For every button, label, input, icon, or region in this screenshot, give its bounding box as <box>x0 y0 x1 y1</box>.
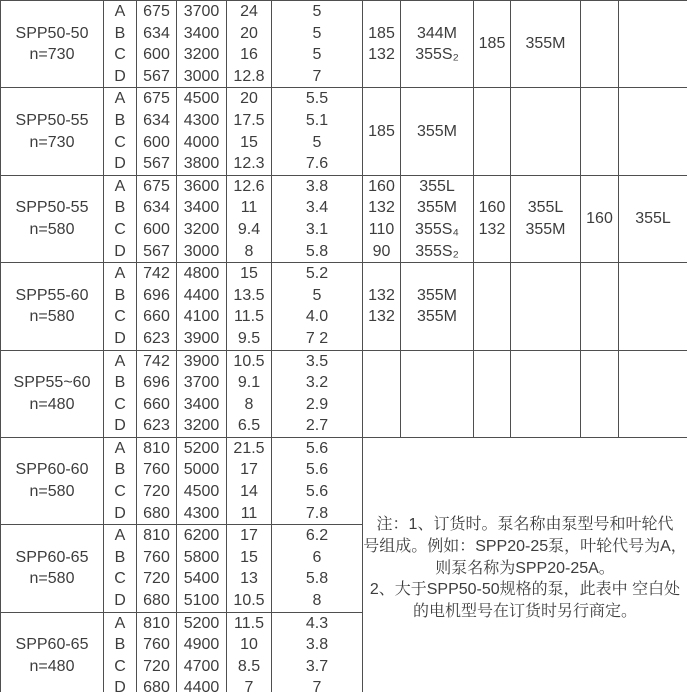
impeller-letter-cell <box>104 263 137 350</box>
data-cell-line: 3700 <box>183 374 220 392</box>
impeller-letter-cell-line: A <box>114 177 126 195</box>
data-cell-line: 12.8 <box>233 67 265 85</box>
pump-model-cell-line: SPP55~60 <box>13 374 91 392</box>
table-block-row <box>1 437 687 524</box>
data-cell-line: 15 <box>240 133 258 151</box>
impeller-letter-cell-line: B <box>114 286 126 304</box>
impeller-letter-cell-line: C <box>114 220 126 238</box>
pump-model-cell-line: n=580 <box>29 308 75 326</box>
pump-model-cell <box>1 263 104 350</box>
pump-model-cell <box>1 437 104 524</box>
pump-model-cell-line: n=480 <box>29 657 75 675</box>
data-cell-line: 600 <box>143 46 170 64</box>
motor-data-cell-line: 185 <box>368 122 395 140</box>
impeller-letter-cell-line: A <box>114 614 126 632</box>
data-cell-line: 2.7 <box>305 417 329 435</box>
data-cell-line: 7 2 <box>305 329 329 347</box>
data-cell-line: 720 <box>143 570 170 588</box>
data-cell-line: 3400 <box>183 24 220 42</box>
motor-data-cell <box>619 1 687 88</box>
motor-data-cell-line: 355L <box>419 177 455 195</box>
motor-data-cell <box>474 350 511 437</box>
table-block-row <box>1 175 687 262</box>
data-cell-line: 4400 <box>183 286 220 304</box>
pump-model-cell-line: SPP50-50 <box>15 24 89 42</box>
data-cell-line: 4100 <box>183 308 220 326</box>
data-cell-line: 3.5 <box>305 352 329 370</box>
data-cell-line: 21.5 <box>233 439 265 457</box>
data-cell-line: 9.1 <box>237 374 261 392</box>
motor-data-cell <box>474 1 511 88</box>
data-cell <box>177 525 227 612</box>
data-cell <box>227 525 272 612</box>
data-cell-line: 7 <box>312 67 322 85</box>
data-cell-line: 7.6 <box>305 155 329 173</box>
data-cell-line: 5800 <box>183 548 220 566</box>
data-cell <box>137 612 177 692</box>
impeller-letter-cell-line: B <box>114 24 126 42</box>
impeller-letter-cell <box>104 1 137 88</box>
data-cell-line: 3000 <box>183 242 220 260</box>
motor-data-cell-line: 160 <box>368 177 395 195</box>
data-cell-line: 5 <box>312 286 322 304</box>
pump-model-cell <box>1 350 104 437</box>
data-cell-line: 5 <box>312 46 322 64</box>
pump-model-cell <box>1 88 104 175</box>
note-cell-line: 2、大于SPP50-50规格的泵，此表中 空白处 <box>369 581 681 599</box>
data-cell <box>177 263 227 350</box>
motor-data-cell <box>401 1 474 88</box>
data-cell-line: 5.8 <box>305 242 329 260</box>
data-cell-line: 600 <box>143 133 170 151</box>
data-cell <box>137 1 177 88</box>
motor-data-cell-line: 160 <box>478 199 506 217</box>
pump-model-cell <box>1 1 104 88</box>
motor-data-cell <box>363 263 401 350</box>
data-cell-line: 5400 <box>183 570 220 588</box>
data-cell-line: 5.8 <box>305 570 329 588</box>
data-cell-line: 9.4 <box>237 220 261 238</box>
data-cell-line: 10.5 <box>233 592 265 610</box>
data-cell <box>137 525 177 612</box>
data-cell-line: 4300 <box>183 111 220 129</box>
data-cell-line: 567 <box>143 67 170 85</box>
motor-data-cell-line: 132 <box>478 220 506 238</box>
data-cell-line: 4300 <box>183 504 220 522</box>
data-cell-line: 11.5 <box>234 308 264 326</box>
data-cell-line: 16 <box>240 46 258 64</box>
data-cell-line: 6.2 <box>305 527 329 545</box>
data-cell-line: 680 <box>143 679 170 692</box>
data-cell-line: 12.3 <box>233 155 265 173</box>
motor-data-cell <box>581 350 619 437</box>
data-cell-line: 4000 <box>183 133 220 151</box>
motor-data-cell <box>474 88 511 175</box>
pump-model-cell-line: SPP60-65 <box>15 548 89 566</box>
data-cell-line: 720 <box>143 483 170 501</box>
data-cell-line: 3000 <box>183 67 220 85</box>
data-cell-line: 7 <box>312 679 322 692</box>
data-cell-line: 742 <box>143 265 170 283</box>
data-cell <box>177 612 227 692</box>
data-cell-line: 8 <box>244 395 254 413</box>
impeller-letter-cell-line: D <box>114 504 126 522</box>
motor-data-cell <box>474 175 511 262</box>
motor-data-cell <box>619 263 687 350</box>
data-cell-line: 742 <box>143 352 170 370</box>
data-cell <box>227 437 272 524</box>
data-cell <box>177 437 227 524</box>
motor-data-cell <box>511 175 581 262</box>
pump-model-cell-line: n=580 <box>29 570 75 588</box>
impeller-letter-cell <box>104 88 137 175</box>
data-cell <box>272 1 363 88</box>
impeller-letter-cell-line: B <box>114 111 126 129</box>
data-cell-line: 5.2 <box>305 265 329 283</box>
impeller-letter-cell-line: D <box>114 329 126 347</box>
table-block-row <box>1 88 687 175</box>
data-cell-line: 15 <box>240 548 258 566</box>
motor-data-cell <box>363 175 401 262</box>
motor-data-cell <box>401 350 474 437</box>
pump-model-cell-line: n=480 <box>29 395 75 413</box>
motor-data-cell-line: 355S₂ <box>415 46 459 64</box>
data-cell-line: 6.5 <box>237 417 261 435</box>
pump-model-cell <box>1 525 104 612</box>
impeller-letter-cell <box>104 175 137 262</box>
motor-data-cell-line: 90 <box>372 242 391 260</box>
motor-data-cell-line: 355S₂ <box>415 242 459 260</box>
table-block-row <box>1 350 687 437</box>
data-cell <box>137 88 177 175</box>
data-cell-line: 3900 <box>183 329 220 347</box>
data-cell-line: 4.0 <box>305 308 329 326</box>
note-cell <box>363 437 687 692</box>
data-cell-line: 600 <box>143 220 170 238</box>
impeller-letter-cell <box>104 350 137 437</box>
motor-data-cell <box>581 1 619 88</box>
pump-model-cell-line: SPP60-65 <box>15 636 89 654</box>
data-cell-line: 680 <box>143 592 170 610</box>
data-cell-line: 17 <box>240 461 258 479</box>
motor-data-cell <box>401 263 474 350</box>
data-cell-line: 7 <box>244 679 254 692</box>
impeller-letter-cell <box>104 525 137 612</box>
motor-data-cell-line: 355M <box>416 199 458 217</box>
impeller-letter-cell-line: C <box>114 395 126 413</box>
data-cell-line: 4500 <box>183 90 220 108</box>
data-cell-line: 675 <box>143 3 170 20</box>
data-cell-line: 13 <box>240 570 258 588</box>
data-cell-line: 6200 <box>183 527 220 545</box>
note-cell-line: 的电机型号在订货时另行商定。 <box>412 602 637 620</box>
data-cell <box>272 525 363 612</box>
data-cell <box>227 88 272 175</box>
data-cell <box>137 175 177 262</box>
motor-data-cell-line: 344M <box>416 24 458 42</box>
data-cell-line: 3.8 <box>305 636 329 654</box>
impeller-letter-cell-line: D <box>114 67 126 85</box>
impeller-letter-cell <box>104 437 137 524</box>
data-cell-line: 3200 <box>183 46 220 64</box>
data-cell-line: 623 <box>143 329 170 347</box>
data-cell <box>272 88 363 175</box>
data-cell-line: 634 <box>143 199 170 217</box>
impeller-letter-cell-line: D <box>114 679 126 692</box>
motor-data-cell-line: 355L <box>527 199 564 217</box>
data-cell-line: 15 <box>240 265 258 283</box>
data-cell-line: 3600 <box>183 177 220 195</box>
data-cell-line: 5200 <box>183 614 220 632</box>
data-cell-line: 20 <box>240 24 258 42</box>
data-cell <box>272 612 363 692</box>
data-cell-line: 3.2 <box>305 374 329 392</box>
table-block-row <box>1 1 687 88</box>
data-cell <box>227 263 272 350</box>
motor-data-cell <box>401 88 474 175</box>
impeller-letter-cell-line: B <box>114 199 126 217</box>
data-cell-line: 11 <box>240 504 258 522</box>
motor-data-cell <box>401 175 474 262</box>
data-cell-line: 567 <box>143 155 170 173</box>
impeller-letter-cell-line: C <box>114 570 126 588</box>
data-cell-line: 696 <box>143 286 170 304</box>
motor-data-cell-line: 355M <box>525 220 566 238</box>
data-cell <box>137 263 177 350</box>
pump-model-cell-line: SPP60-60 <box>15 461 89 479</box>
data-cell-line: 810 <box>143 527 170 545</box>
data-cell-line: 17 <box>240 527 258 545</box>
data-cell-line: 760 <box>143 636 170 654</box>
pump-model-cell-line: n=730 <box>29 133 75 151</box>
data-cell-line: 634 <box>143 24 170 42</box>
motor-data-cell-line: 355S₄ <box>415 220 459 238</box>
note-cell-line: 则泵名称为SPP20-25A。 <box>435 559 615 577</box>
data-cell-line: 4800 <box>183 265 220 283</box>
data-cell <box>272 350 363 437</box>
impeller-letter-cell <box>104 612 137 692</box>
data-cell-line: 7.8 <box>305 504 329 522</box>
motor-data-cell <box>363 1 401 88</box>
data-cell-line: 3400 <box>183 199 220 217</box>
data-cell-line: 5 <box>312 3 322 20</box>
data-cell <box>177 88 227 175</box>
pump-model-cell-line: SPP55-60 <box>15 286 89 304</box>
impeller-letter-cell-line: B <box>114 548 126 566</box>
data-cell-line: 17.5 <box>233 111 265 129</box>
motor-data-cell-line: 132 <box>368 308 395 326</box>
data-cell-line: 3.1 <box>305 220 329 238</box>
data-cell-line: 567 <box>143 242 170 260</box>
motor-data-cell <box>474 263 511 350</box>
motor-data-cell-line: 132 <box>368 46 395 64</box>
impeller-letter-cell-line: B <box>114 461 126 479</box>
data-cell-line: 10.5 <box>233 352 265 370</box>
data-cell-line: 6 <box>312 548 322 566</box>
data-cell-line: 8 <box>312 592 322 610</box>
impeller-letter-cell-line: D <box>114 417 126 435</box>
data-cell-line: 634 <box>143 111 170 129</box>
note-cell-line: 号组成。例如：SPP20-25泵，叶轮代号为A， <box>363 537 687 555</box>
data-cell-line: 3200 <box>183 220 220 238</box>
motor-data-cell <box>511 1 581 88</box>
motor-data-cell <box>581 88 619 175</box>
impeller-letter-cell-line: A <box>114 439 126 457</box>
motor-data-cell-line: 160 <box>586 210 613 228</box>
data-cell-line: 3.4 <box>305 199 329 217</box>
data-cell-line: 3400 <box>183 395 220 413</box>
impeller-letter-cell-line: D <box>114 592 126 610</box>
data-cell-line: 4500 <box>183 483 220 501</box>
pump-model-cell-line: SPP50-55 <box>15 111 89 129</box>
motor-data-cell-line: 185 <box>368 24 395 42</box>
data-cell-line: 20 <box>240 90 258 108</box>
data-cell-line: 14 <box>240 483 258 501</box>
impeller-letter-cell-line: A <box>114 90 126 108</box>
data-cell-line: 3700 <box>183 3 220 20</box>
impeller-letter-cell-line: C <box>114 46 126 64</box>
motor-data-cell-line: 110 <box>368 220 395 238</box>
data-cell <box>137 437 177 524</box>
data-cell-line: 720 <box>143 657 170 675</box>
data-cell-line: 3.8 <box>305 177 329 195</box>
data-cell-line: 5200 <box>183 439 220 457</box>
motor-data-cell-line: 132 <box>368 199 395 217</box>
motor-data-cell <box>511 350 581 437</box>
data-cell <box>227 175 272 262</box>
data-cell-line: 8 <box>244 242 254 260</box>
data-cell-line: 675 <box>143 177 170 195</box>
pump-model-cell-line: SPP50-55 <box>15 199 89 217</box>
impeller-letter-cell-line: B <box>114 374 126 392</box>
data-cell-line: 4.3 <box>305 614 329 632</box>
data-cell-line: 3200 <box>183 417 220 435</box>
pump-model-cell <box>1 175 104 262</box>
data-cell-line: 3900 <box>183 352 220 370</box>
data-cell-line: 5100 <box>183 592 220 610</box>
data-cell-line: 810 <box>143 439 170 457</box>
data-cell <box>227 612 272 692</box>
pump-model-cell-line: n=580 <box>29 220 75 238</box>
data-cell-line: 2.9 <box>305 395 329 413</box>
data-cell <box>177 350 227 437</box>
motor-data-cell <box>581 263 619 350</box>
data-cell-line: 660 <box>143 395 170 413</box>
motor-data-cell <box>511 263 581 350</box>
data-cell-line: 4400 <box>183 679 220 692</box>
data-cell-line: 675 <box>143 90 170 108</box>
impeller-letter-cell-line: A <box>114 3 126 20</box>
data-cell-line: 5 <box>312 24 322 42</box>
data-cell-line: 5000 <box>183 461 220 479</box>
data-cell <box>272 437 363 524</box>
data-cell-line: 11.5 <box>234 614 264 632</box>
data-cell-line: 5.1 <box>305 111 329 129</box>
impeller-letter-cell-line: C <box>114 308 126 326</box>
motor-data-cell <box>581 175 619 262</box>
data-cell-line: 4900 <box>183 636 220 654</box>
data-cell-line: 3.7 <box>305 657 329 675</box>
note-cell-line: 注：1、订货时。泵名称由泵型号和叶轮代 <box>376 516 674 534</box>
data-cell-line: 10 <box>240 636 258 654</box>
data-cell-line: 5.6 <box>305 439 329 457</box>
data-cell-line: 623 <box>143 417 170 435</box>
impeller-letter-cell-line: A <box>114 527 126 545</box>
motor-data-cell <box>511 88 581 175</box>
pump-model-cell-line: n=580 <box>29 483 75 501</box>
data-cell-line: 5 <box>312 133 322 151</box>
data-cell-line: 680 <box>143 504 170 522</box>
impeller-letter-cell-line: B <box>114 636 126 654</box>
data-cell <box>177 175 227 262</box>
motor-data-cell-line: 355L <box>635 210 671 228</box>
motor-data-cell-line: 355M <box>525 35 566 53</box>
pump-model-cell-line: n=730 <box>29 46 75 64</box>
data-cell-line: 5.5 <box>305 90 329 108</box>
impeller-letter-cell-line: D <box>114 242 126 260</box>
impeller-letter-cell-line: C <box>114 133 126 151</box>
data-cell <box>272 263 363 350</box>
data-cell-line: 11 <box>240 199 258 217</box>
motor-data-cell-line: 185 <box>478 35 506 53</box>
data-cell-line: 5.6 <box>305 461 329 479</box>
impeller-letter-cell-line: A <box>114 352 126 370</box>
data-cell <box>137 350 177 437</box>
motor-data-cell-line: 355M <box>416 286 458 304</box>
motor-data-cell <box>619 350 687 437</box>
data-cell-line: 760 <box>143 548 170 566</box>
data-cell-line: 810 <box>143 614 170 632</box>
impeller-letter-cell-line: C <box>114 657 126 675</box>
data-cell-line: 12.6 <box>233 177 265 195</box>
data-cell <box>227 350 272 437</box>
data-cell-line: 3800 <box>183 155 220 173</box>
data-cell-line: 760 <box>143 461 170 479</box>
pump-model-cell <box>1 612 104 692</box>
data-cell-line: 660 <box>143 308 170 326</box>
data-cell-line: 696 <box>143 374 170 392</box>
motor-data-cell <box>619 175 687 262</box>
motor-data-cell-line: 132 <box>368 286 395 304</box>
motor-data-cell-line: 355M <box>416 308 458 326</box>
table-block-row <box>1 263 687 350</box>
impeller-letter-cell-line: A <box>114 265 126 283</box>
impeller-letter-cell-line: C <box>114 483 126 501</box>
data-cell <box>177 1 227 88</box>
data-cell-line: 8.5 <box>237 657 261 675</box>
motor-data-cell <box>363 88 401 175</box>
motor-data-cell <box>619 88 687 175</box>
data-cell-line: 4700 <box>183 657 220 675</box>
data-cell-line: 9.5 <box>237 329 261 347</box>
data-cell-line: 13.5 <box>233 286 265 304</box>
motor-data-cell <box>363 350 401 437</box>
data-cell <box>272 175 363 262</box>
data-cell-line: 5.6 <box>305 483 329 501</box>
data-cell <box>227 1 272 88</box>
impeller-letter-cell-line: D <box>114 155 126 173</box>
motor-data-cell-line: 355M <box>416 122 458 140</box>
data-cell-line: 24 <box>240 3 258 20</box>
